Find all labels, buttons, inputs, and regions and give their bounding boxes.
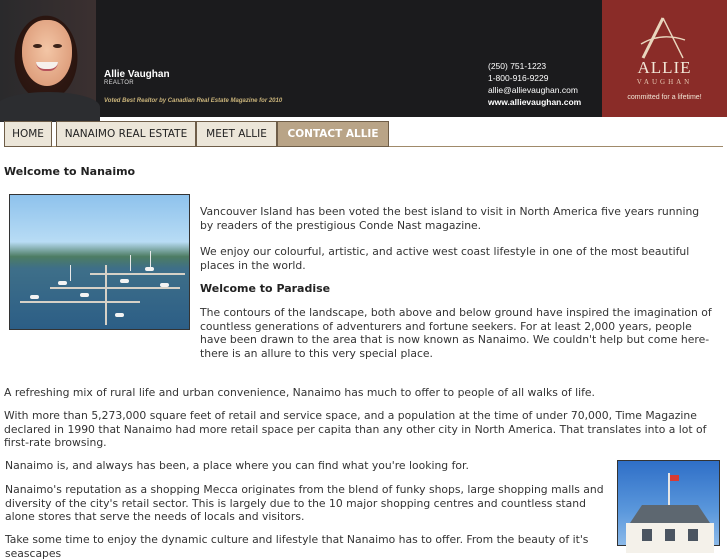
phone-number: (250) 751-1223 bbox=[488, 61, 547, 71]
marina-photo bbox=[9, 194, 190, 330]
contact-block bbox=[488, 60, 581, 108]
paradise-heading: Welcome to Paradise bbox=[200, 282, 331, 295]
website-link[interactable]: www.allievaughan.com bbox=[488, 97, 582, 107]
bastion-photo bbox=[617, 460, 720, 546]
nav-contact-allie[interactable]: CONTACT ALLIE bbox=[277, 121, 389, 147]
paradise-paragraph: The contours of the landscape, both above and below ground have inspired the imagination of countless generations of adventurers and fortune seekers. For at least 2,000 years, people have been drawn to the area that is now known as Nanaimo. We couldn't help but come here- there is an allure to this very special place. bbox=[200, 306, 712, 360]
nav-meet-allie[interactable]: MEET ALLIE bbox=[196, 121, 277, 147]
intro-paragraph-1: Vancouver Island has been voted the best island to visit in North America five years running by readers of the prestigious Conde Nast magazine. bbox=[200, 205, 700, 232]
nav-home[interactable]: HOME bbox=[4, 121, 52, 147]
intro-paragraph-2: We enjoy our colourful, artistic, and active west coast lifestyle in one of the most beautiful places in the world. bbox=[200, 245, 690, 272]
tollfree-number: 1-800-916-9229 bbox=[488, 73, 549, 83]
allie-logo-icon bbox=[635, 14, 691, 60]
welcome-heading: Welcome to Nanaimo bbox=[4, 165, 136, 178]
brand-slogan: committed for a lifetime! bbox=[627, 94, 702, 101]
shopping-mecca-paragraph: Nanaimo's reputation as a shopping Mecca originates from the blend of funky shops, large shopping malls and diversity of the city's retail sector. This is largely due to the 10 major shopping centres and countless stand alone stores that serve the needs of locals and visitors. bbox=[5, 483, 604, 524]
main-nav bbox=[4, 121, 723, 147]
brand-first-name: ALLIE bbox=[637, 58, 692, 77]
email-link[interactable]: allie@allievaughan.com bbox=[488, 85, 578, 95]
rural-urban-paragraph: A refreshing mix of rural life and urban convenience, Nanaimo has much to offer to people of all walks of life. bbox=[4, 386, 595, 399]
brand-logo-block[interactable] bbox=[602, 0, 727, 117]
site-header bbox=[0, 0, 727, 117]
brand-last-name: VAUGHAN bbox=[636, 78, 693, 86]
culture-paragraph: Take some time to enjoy the dynamic culture and lifestyle that Nanaimo has to offer. From the beauty of it's seascapes bbox=[5, 533, 589, 560]
find-paragraph: Nanaimo is, and always has been, a place where you can find what you're looking for. bbox=[5, 459, 469, 472]
realtor-title: REALTOR bbox=[104, 80, 134, 86]
nav-nanaimo-real-estate[interactable]: NANAIMO REAL ESTATE bbox=[56, 121, 196, 147]
retail-space-paragraph: With more than 5,273,000 square feet of retail and service space, and a population at the time of under 70,000, Time Magazine declared in 1990 that Nanaimo had more retail space per capita than any other city in North America. That translates into a lot of first-rate browsing. bbox=[4, 409, 707, 450]
award-tagline: Voted Best Realtor by Canadian Real Estate Magazine for 2010 bbox=[104, 98, 283, 104]
realtor-portrait bbox=[0, 0, 96, 117]
realtor-name: Allie Vaughan bbox=[104, 69, 170, 80]
